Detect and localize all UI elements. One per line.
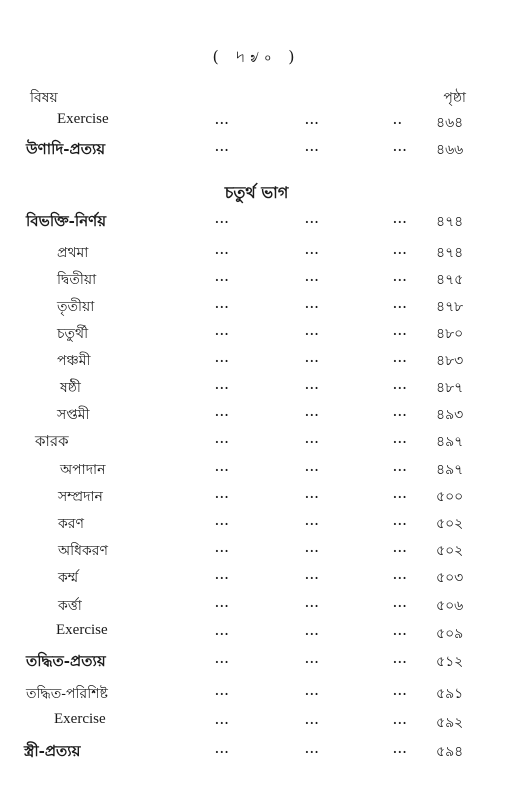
toc-row xyxy=(0,594,513,618)
leader-dots: ... xyxy=(215,461,230,474)
toc-row xyxy=(0,430,513,454)
leader-dots: ... xyxy=(305,213,320,226)
toc-row xyxy=(0,740,513,764)
entry-label: Exercise xyxy=(56,622,108,638)
toc-row xyxy=(0,111,513,135)
leader-dots: ... xyxy=(215,569,230,582)
entry-page: ৫০৯ xyxy=(436,626,464,642)
entry-page: ৪৯৭ xyxy=(436,434,464,450)
header-page: পৃষ্ঠা xyxy=(443,90,466,106)
entry-page: ৫০২ xyxy=(436,543,464,559)
leader-dots: ... xyxy=(393,653,408,666)
leader-dots: ... xyxy=(393,714,408,727)
leader-dots: ... xyxy=(215,542,230,555)
toc-row xyxy=(0,539,513,563)
entry-label: অধিকরণ xyxy=(58,543,108,559)
entry-label: কারক xyxy=(35,432,69,450)
entry-label: কর্ত্তা xyxy=(58,598,82,614)
toc-row xyxy=(0,682,513,706)
toc-row xyxy=(0,566,513,590)
leader-dots: ... xyxy=(215,213,230,226)
entry-page: ৫৯২ xyxy=(436,715,464,731)
header-subject: বিষয় xyxy=(30,90,58,106)
entry-label: উণাদি-প্রত্যয় xyxy=(26,140,106,158)
leader-dots: ... xyxy=(215,379,230,392)
leader-dots: ... xyxy=(215,141,230,154)
toc-row xyxy=(0,622,513,646)
toc-row xyxy=(0,295,513,319)
leader-dots: ... xyxy=(393,406,408,419)
leader-dots: ... xyxy=(393,352,408,365)
section-heading: চতুর্থ ভাগ xyxy=(224,183,289,202)
entry-label: Exercise xyxy=(54,711,106,727)
entry-page: ৫৯১ xyxy=(436,686,464,702)
leader-dots: ... xyxy=(393,213,408,226)
leader-dots: .. xyxy=(393,114,403,127)
leader-dots: ... xyxy=(305,433,320,446)
leader-dots: ... xyxy=(305,114,320,127)
toc-row xyxy=(0,322,513,346)
toc-row xyxy=(0,485,513,509)
entry-label: প্রথমা xyxy=(57,245,89,261)
leader-dots: ... xyxy=(305,685,320,698)
leader-dots: ... xyxy=(215,653,230,666)
entry-label: বিভক্তি-নির্ণয় xyxy=(26,212,107,230)
entry-page: ৪৭৫ xyxy=(436,272,464,288)
toc-row xyxy=(0,241,513,265)
leader-dots: ... xyxy=(215,433,230,446)
leader-dots: ... xyxy=(305,244,320,257)
toc-header xyxy=(30,86,466,108)
entry-label: তৃতীয়া xyxy=(57,299,95,315)
leader-dots: ... xyxy=(215,488,230,501)
entry-label: দ্বিতীয়া xyxy=(57,272,97,288)
toc-row xyxy=(0,210,513,234)
entry-page: ৪৮০ xyxy=(436,326,464,342)
entry-label: পঞ্চমী xyxy=(57,353,91,369)
leader-dots: ... xyxy=(215,325,230,338)
leader-dots: ... xyxy=(393,685,408,698)
entry-label: চতুর্থী xyxy=(57,326,89,342)
leader-dots: ... xyxy=(215,244,230,257)
entry-page: ৫৯৪ xyxy=(436,744,464,760)
leader-dots: ... xyxy=(215,271,230,284)
leader-dots: ... xyxy=(215,406,230,419)
entry-label: করণ xyxy=(58,516,84,532)
toc-row xyxy=(0,268,513,292)
entry-label: তদ্ধিত-পরিশিষ্ট xyxy=(26,686,108,702)
leader-dots: ... xyxy=(393,569,408,582)
leader-dots: ... xyxy=(305,625,320,638)
leader-dots: ... xyxy=(393,244,408,257)
toc-row xyxy=(0,403,513,427)
toc-row xyxy=(0,512,513,536)
entry-page: ৪৭৪ xyxy=(436,245,464,261)
leader-dots: ... xyxy=(305,542,320,555)
entry-label: কর্ম্ম xyxy=(58,570,79,586)
leader-dots: ... xyxy=(215,298,230,311)
leader-dots: ... xyxy=(305,298,320,311)
leader-dots: ... xyxy=(305,515,320,528)
leader-dots: ... xyxy=(215,114,230,127)
leader-dots: ... xyxy=(215,625,230,638)
toc-row xyxy=(0,138,513,162)
entry-page: ৪৯৩ xyxy=(436,407,464,423)
entry-page: ৫০০ xyxy=(436,489,464,505)
leader-dots: ... xyxy=(305,271,320,284)
leader-dots: ... xyxy=(305,141,320,154)
leader-dots: ... xyxy=(393,433,408,446)
leader-dots: ... xyxy=(393,325,408,338)
entry-page: ৪৭৪ xyxy=(436,214,464,230)
entry-label: সপ্তমী xyxy=(57,407,90,423)
toc-row xyxy=(0,349,513,373)
toc-row xyxy=(0,711,513,735)
entry-page: ৫০৬ xyxy=(436,598,464,614)
entry-page: ৪৬৪ xyxy=(436,115,464,131)
entry-label: অপাদান xyxy=(60,462,106,478)
leader-dots: ... xyxy=(215,714,230,727)
leader-dots: ... xyxy=(393,379,408,392)
entry-page: ৪৯৭ xyxy=(436,462,464,478)
leader-dots: ... xyxy=(215,597,230,610)
leader-dots: ... xyxy=(215,515,230,528)
entry-page: ৪৬৬ xyxy=(436,142,464,158)
toc-row xyxy=(0,376,513,400)
entry-page: ৪৭৮ xyxy=(436,299,464,315)
leader-dots: ... xyxy=(393,625,408,638)
leader-dots: ... xyxy=(393,542,408,555)
leader-dots: ... xyxy=(215,685,230,698)
leader-dots: ... xyxy=(305,569,320,582)
entry-page: ৪৮৭ xyxy=(436,380,464,396)
leader-dots: ... xyxy=(393,515,408,528)
leader-dots: ... xyxy=(305,461,320,474)
page-number: ( ৸৶৹ ) xyxy=(212,47,301,66)
leader-dots: ... xyxy=(393,597,408,610)
entry-page: ৫০৩ xyxy=(436,570,464,586)
leader-dots: ... xyxy=(215,352,230,365)
entry-page: ৫০২ xyxy=(436,516,464,532)
toc-row xyxy=(0,458,513,482)
entry-page: ৪৮৩ xyxy=(436,353,464,369)
leader-dots: ... xyxy=(305,488,320,501)
leader-dots: ... xyxy=(215,743,230,756)
toc-row xyxy=(0,650,513,674)
entry-label: ষষ্ঠী xyxy=(60,380,81,396)
entry-page: ৫১২ xyxy=(436,654,464,670)
leader-dots: ... xyxy=(393,298,408,311)
leader-dots: ... xyxy=(305,743,320,756)
leader-dots: ... xyxy=(393,488,408,501)
entry-label: Exercise xyxy=(57,111,109,127)
leader-dots: ... xyxy=(305,352,320,365)
entry-label: সম্প্রদান xyxy=(58,489,103,505)
leader-dots: ... xyxy=(305,714,320,727)
leader-dots: ... xyxy=(393,743,408,756)
leader-dots: ... xyxy=(393,271,408,284)
leader-dots: ... xyxy=(305,653,320,666)
leader-dots: ... xyxy=(305,379,320,392)
leader-dots: ... xyxy=(393,461,408,474)
leader-dots: ... xyxy=(305,597,320,610)
leader-dots: ... xyxy=(305,325,320,338)
leader-dots: ... xyxy=(305,406,320,419)
entry-label: তদ্ধিত-প্রত্যয় xyxy=(26,652,106,670)
entry-label: স্ত্রী-প্রত্যয় xyxy=(24,742,81,760)
leader-dots: ... xyxy=(393,141,408,154)
